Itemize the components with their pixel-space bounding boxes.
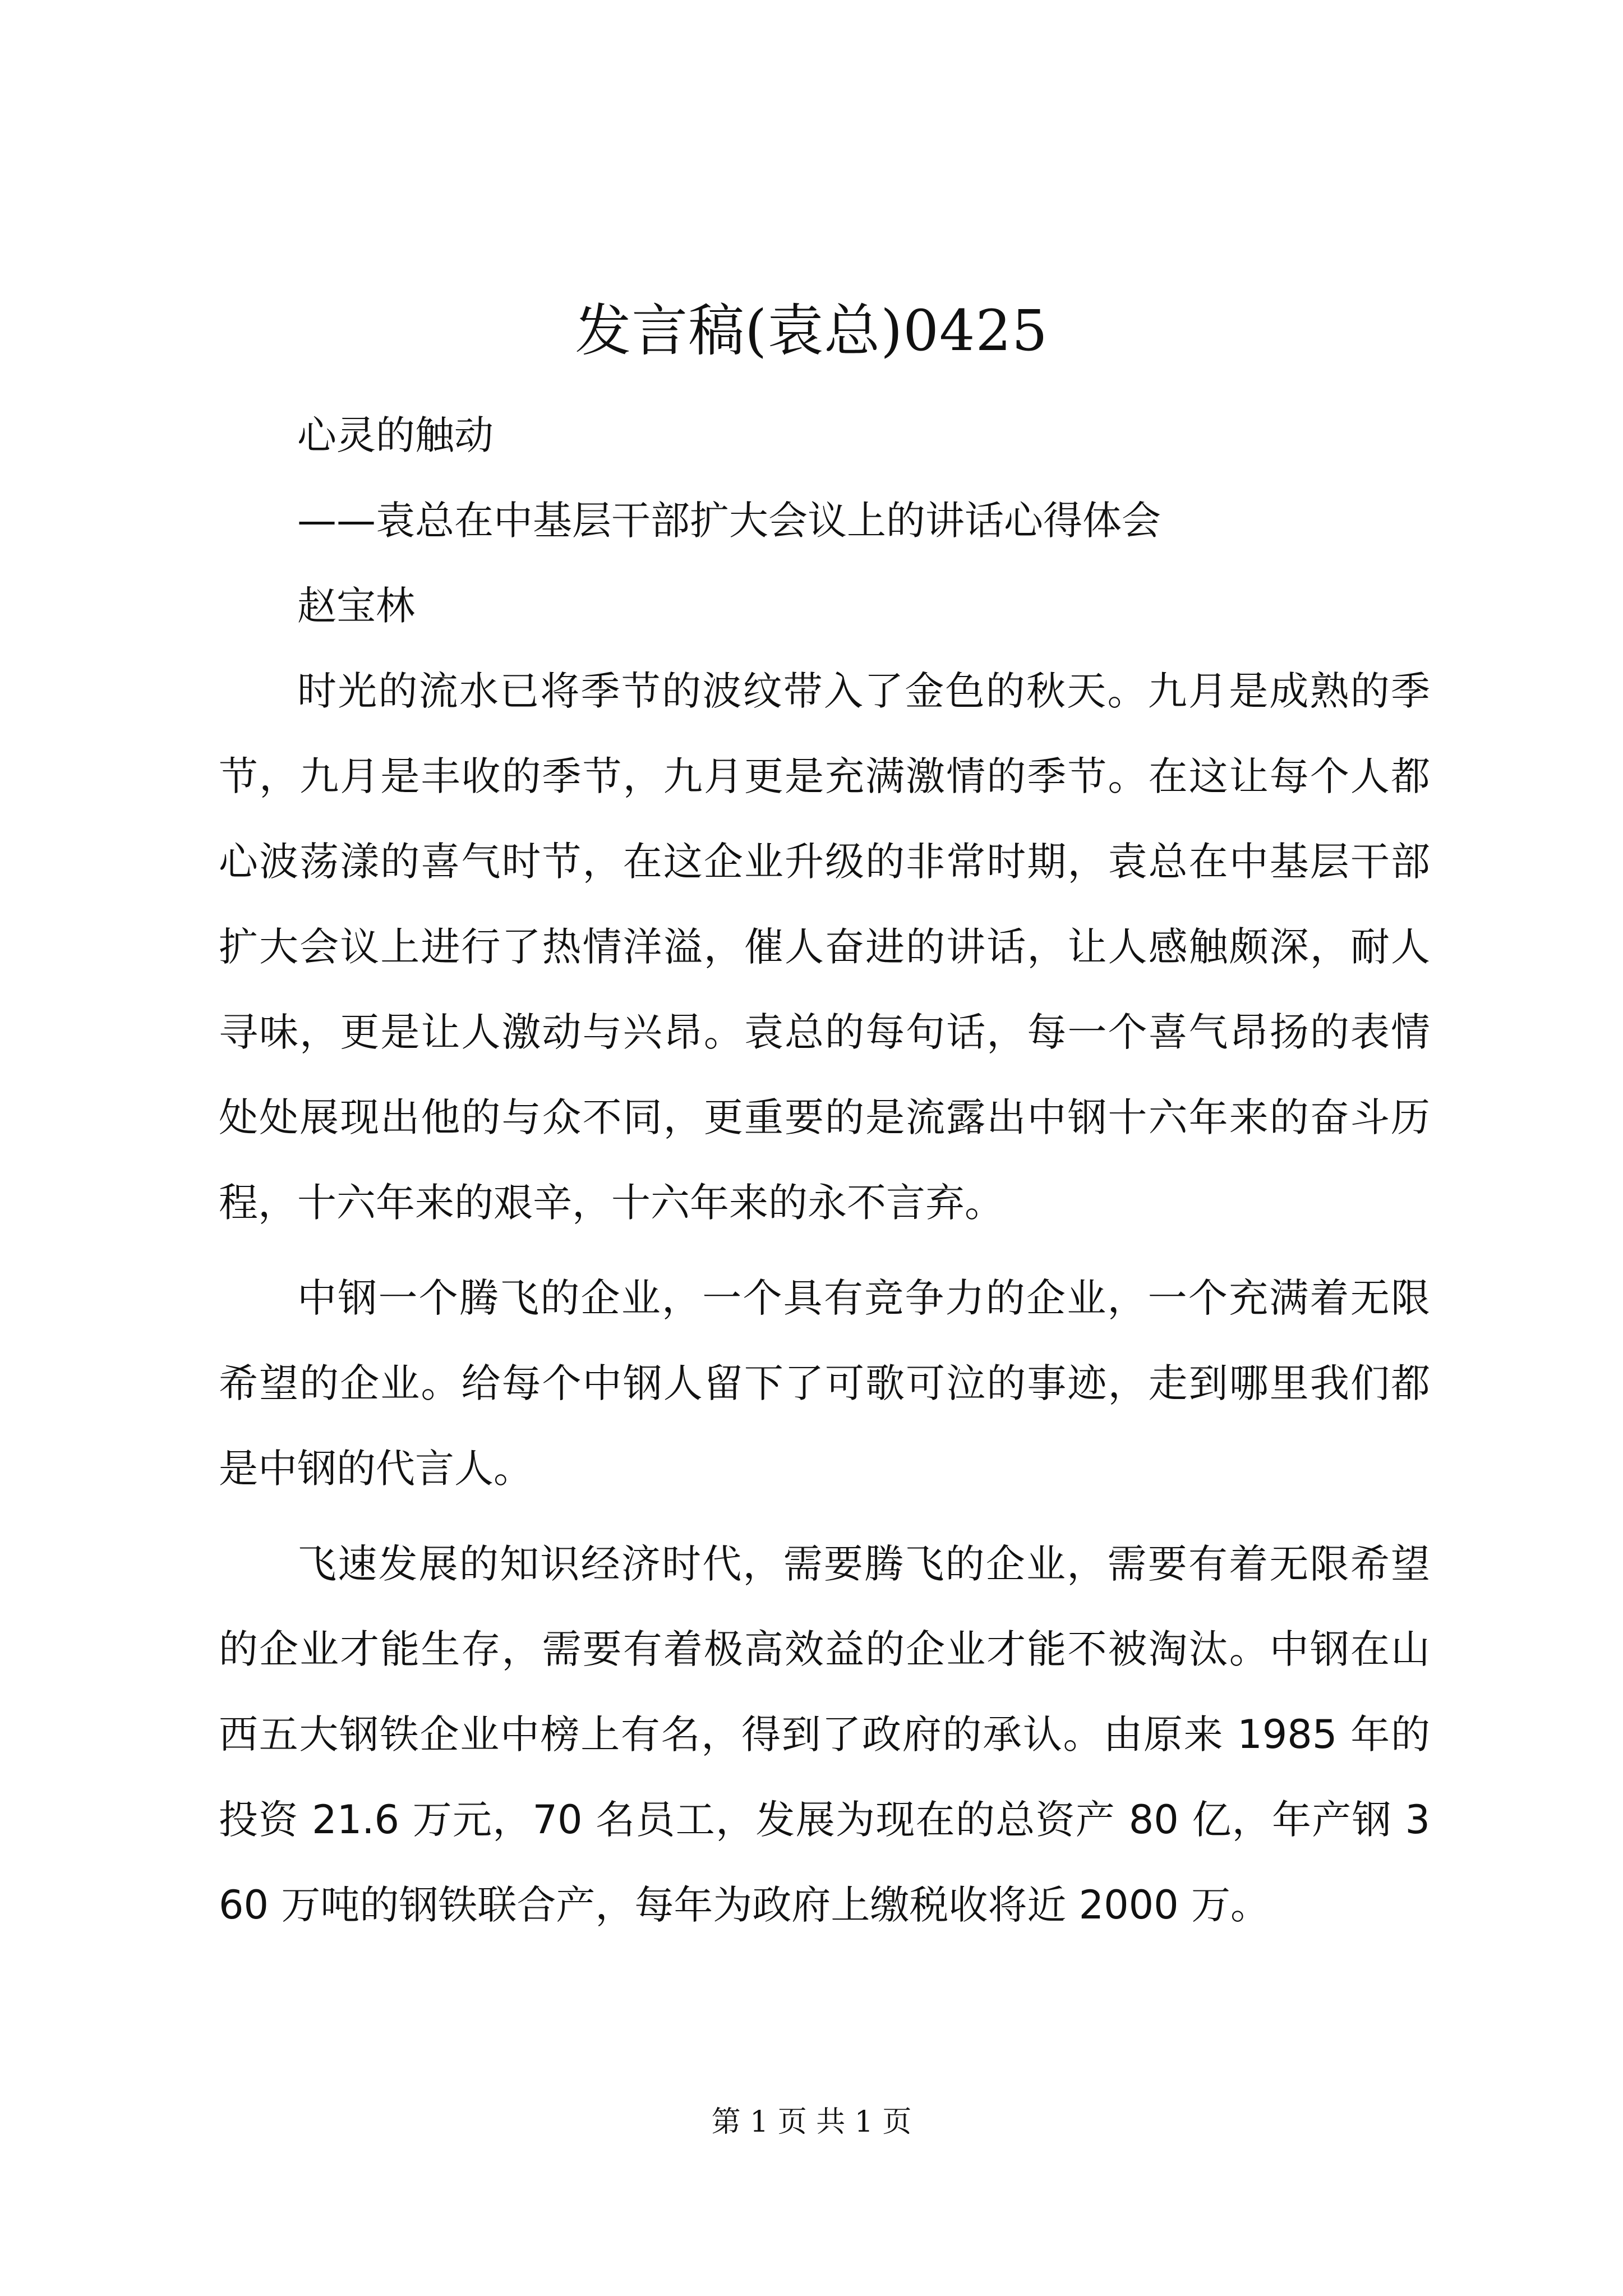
- document-body: [219, 393, 1430, 1948]
- page-footer: 第 1 页 共 1 页: [711, 2105, 912, 2139]
- document-title: 发言稿(袁总)0425: [575, 298, 1048, 364]
- subheading: ——袁总在中基层干部扩大会议上的讲话心得体会: [297, 498, 1161, 544]
- author-name: 赵宝林: [297, 583, 415, 629]
- body-paragraph: 中钢一个腾飞的企业，一个具有竞争力的企业，一个充满着无限希望的企业。给每个中钢人留下了可歌可泣的事迹，走到哪里我们都是中钢的代言人。: [219, 1275, 1430, 1492]
- body-paragraph: 时光的流水已将季节的波纹带入了金色的秋天。九月是成熟的季节，九月是丰收的季节，九月更是充满激情的季节。在这让每个人都心波荡漾的喜气时节，在这企业升级的非常时期，袁总在中基层干部扩大会议上进行了热情洋溢，催人奋进的讲话，让人感触颇深，耐人寻味，更是让人激动与兴昂。袁总的每句话，每一个喜气昂扬的表情处处展现出他的与众不同，更重要的是流露出中钢十六年来的奋斗历程，十六年来的艰辛，十六年来的永不言弃。: [219, 668, 1430, 1226]
- subtitle: 心灵的触动: [297, 412, 494, 458]
- body-paragraph: 飞速发展的知识经济时代，需要腾飞的企业，需要有着无限希望的企业才能生存，需要有着极高效益的企业才能不被淘汰。中钢在山西五大钢铁企业中榜上有名，得到了政府的承认。由原来 1985 年的投资 21.6 万元，70 名员工，发展为现在的总资产 80 亿，年产钢 360 万吨的钢铁联合产，每年为政府上缴税收将近 2000 万。: [219, 1541, 1430, 1928]
